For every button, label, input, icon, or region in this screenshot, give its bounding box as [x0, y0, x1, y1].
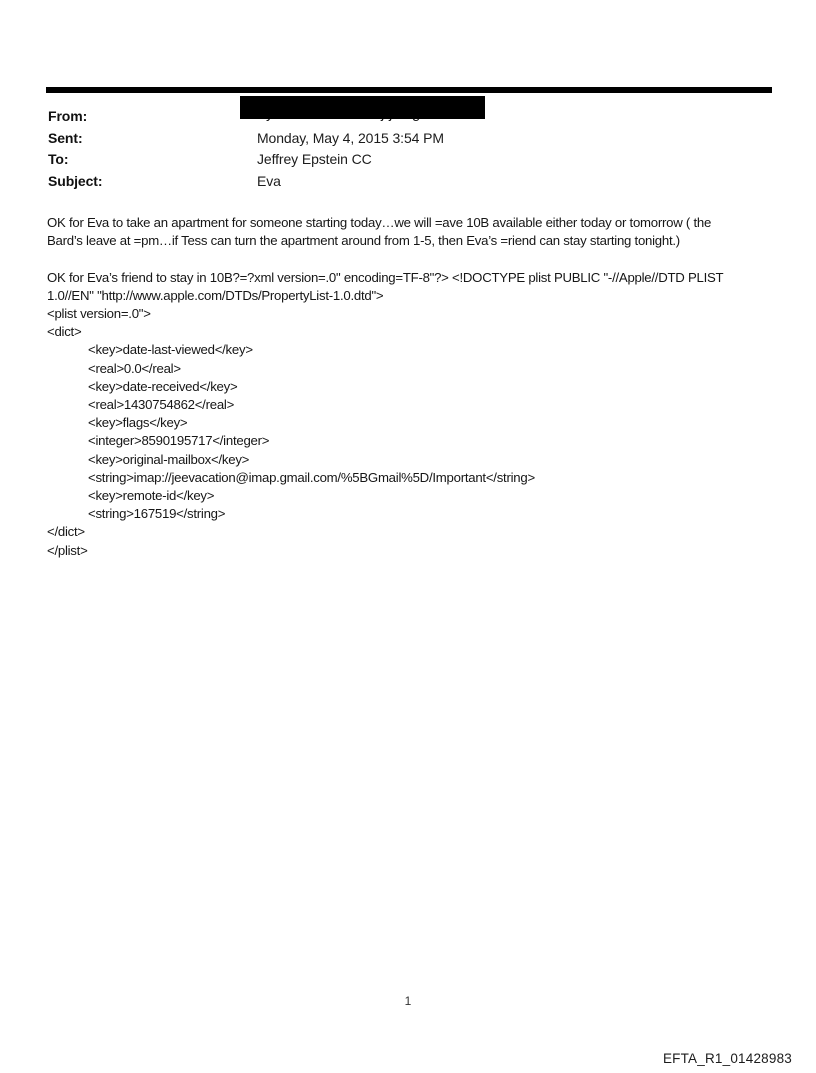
body-line: <dict>: [47, 324, 82, 340]
body-line: <key>flags</key>: [88, 415, 188, 431]
body-line: <real>0.0</real>: [88, 360, 181, 376]
to-label: To:: [48, 151, 69, 167]
subject-label: Subject:: [48, 172, 103, 189]
body-line: OK for Eva to take an apartment for someone starting today…we will =ave 10B available either today or tomorrow ( the: [47, 215, 712, 230]
body-line: <key>remote-id</key>: [88, 488, 215, 504]
bates-number: EFTA_R1_01428983: [662, 1051, 792, 1066]
body-line: </dict>: [47, 524, 85, 540]
body-line: <key>date-last-viewed</key>: [88, 342, 253, 358]
subject-value: Eva: [257, 172, 281, 189]
to-value: Jeffrey Epstein CC: [257, 151, 372, 167]
header-divider-bar: [46, 87, 772, 93]
body-line: Bard’s leave at =pm…if Tess can turn the apartment around from 1-5, then Eva’s =riend can stay starting tonight.): [47, 233, 680, 249]
body-line: <key>original-mailbox</key>: [88, 451, 250, 467]
header-row-subject: [48, 171, 772, 191]
body-line: <string>167519</string>: [88, 506, 226, 522]
body-line: </plist>: [47, 542, 88, 558]
header-row-sent: [48, 128, 772, 148]
body-line: <key>date-received</key>: [88, 378, 238, 394]
body-line: <string>imap://jeevacation@imap.gmail.com/%5BGmail%5D/Important</string>: [88, 469, 535, 485]
body-line: OK for Eva’s friend to stay in 10B?=?xml version=.0" encoding=TF-8"?> <!DOCTYPE plist PUBLIC "-//Apple//DTD PLIST: [47, 269, 724, 285]
body-line: <integer>8590195717</integer>: [88, 433, 270, 449]
redaction-box: [240, 96, 485, 119]
body-line-blank: [47, 250, 787, 268]
email-body: [47, 214, 787, 560]
body-line: <plist version=.0">: [47, 306, 151, 321]
body-line: 1.0//EN" "http://www.apple.com/DTDs/PropertyList-1.0.dtd">: [47, 287, 384, 303]
page-number: 1: [404, 994, 412, 1008]
sent-value: Monday, May 4, 2015 3:54 PM: [257, 129, 444, 146]
body-line: <real>1430754862</real>: [88, 397, 235, 413]
from-label: From:: [48, 108, 88, 124]
header-row-to: [48, 149, 772, 169]
sent-label: Sent:: [48, 129, 83, 146]
